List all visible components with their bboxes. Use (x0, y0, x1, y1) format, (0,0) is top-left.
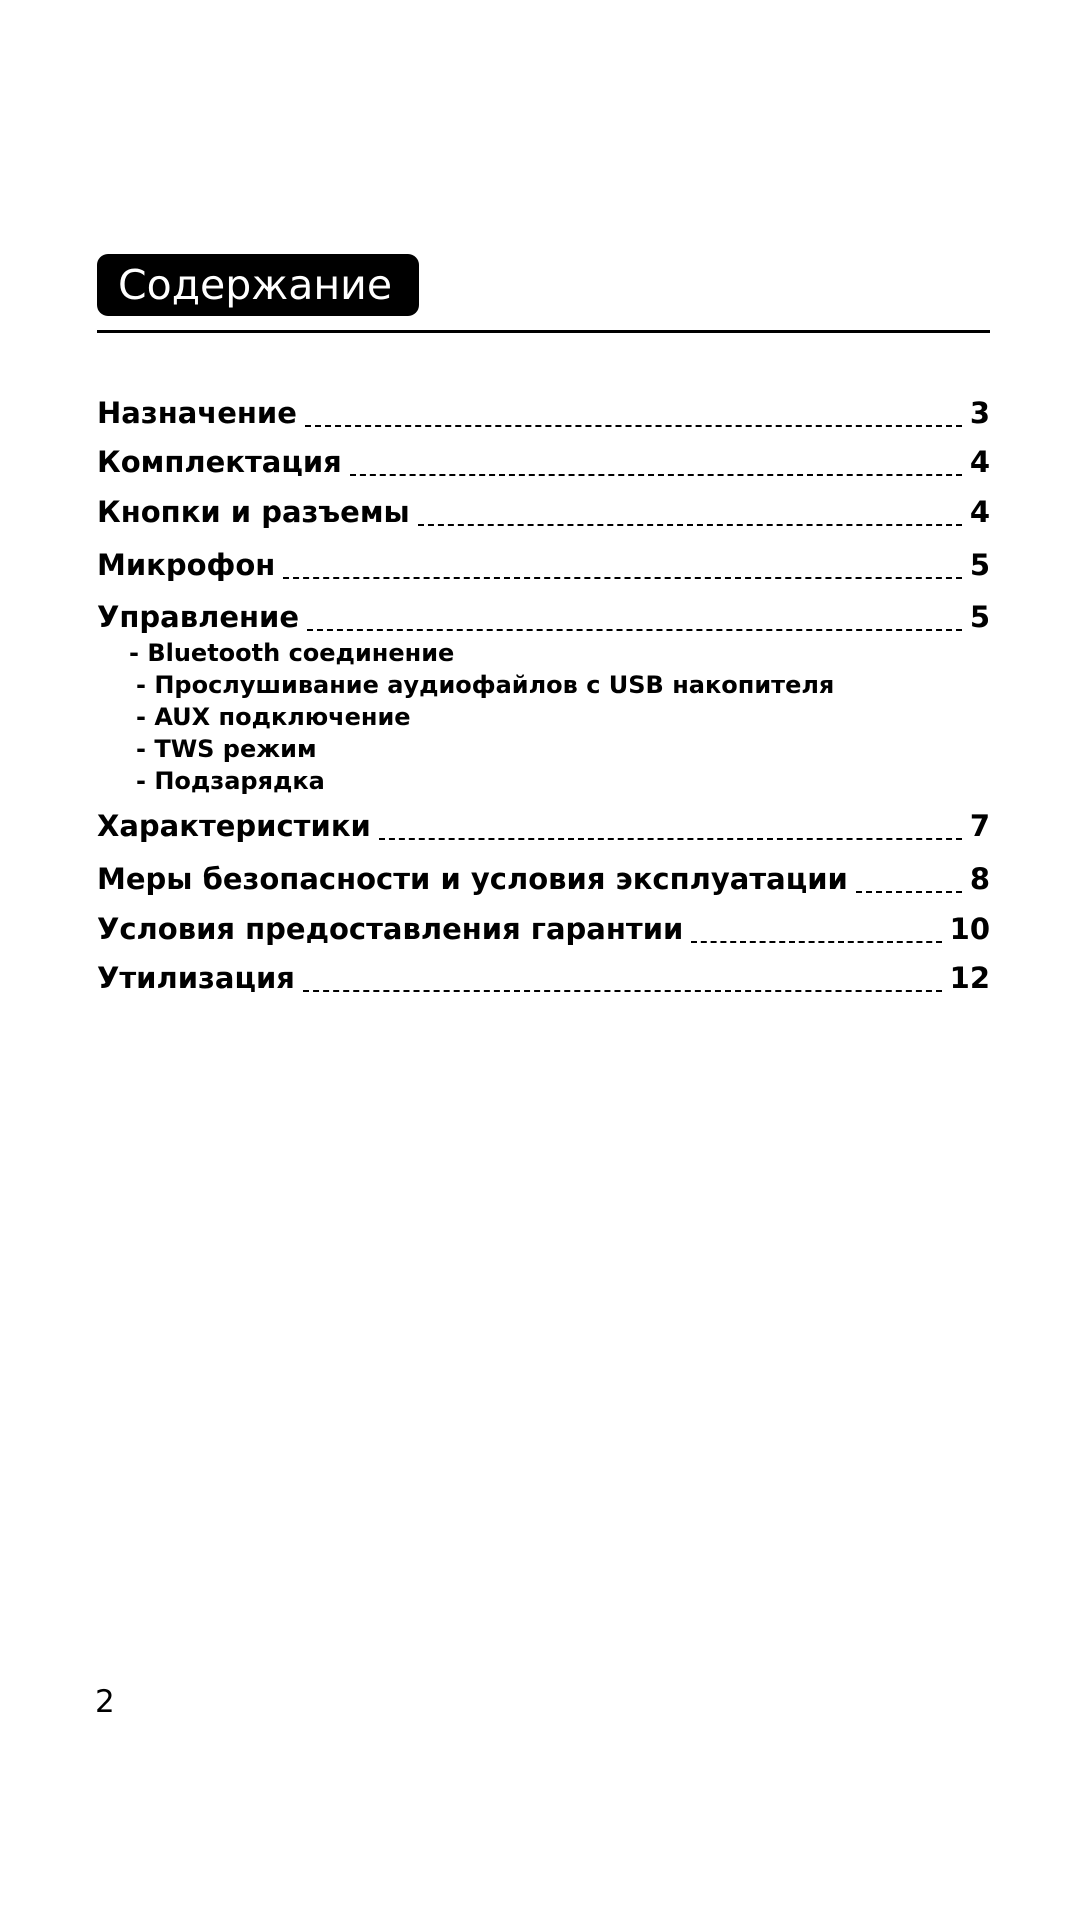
toc-entry-warranty[interactable] (97, 906, 990, 946)
toc-entry-label: Управление (97, 600, 300, 634)
toc-entry-page: 10 (949, 912, 990, 946)
toc-entry-microphone[interactable] (97, 542, 990, 582)
toc-subitem-charging[interactable]: - Подзарядка (136, 767, 325, 795)
toc-leader-dots (418, 524, 962, 526)
toc-entry-label: Кнопки и разъемы (97, 495, 410, 529)
toc-entry-page: 5 (969, 548, 990, 582)
toc-entry-safety[interactable] (97, 856, 990, 896)
toc-entry-specifications[interactable] (97, 803, 990, 843)
page-title: Содержание (118, 261, 393, 309)
toc-subitem-usb-playback[interactable]: - Прослушивание аудиофайлов с USB накопителя (136, 671, 835, 699)
toc-leader-dots (305, 425, 962, 427)
page-title-badge (97, 254, 419, 316)
toc-leader-dots (303, 990, 942, 992)
toc-entry-label: Комплектация (97, 445, 342, 479)
title-divider (97, 330, 990, 333)
page-number: 2 (95, 1684, 115, 1720)
toc-entry-label: Утилизация (97, 961, 295, 995)
toc-leader-dots (856, 891, 962, 893)
toc-leader-dots (379, 838, 962, 840)
toc-leader-dots (307, 629, 962, 631)
toc-leader-dots (283, 577, 962, 579)
toc-entry-page: 8 (969, 862, 990, 896)
toc-subitem-bluetooth[interactable]: - Bluetooth соединение (129, 639, 455, 667)
toc-entry-page: 5 (969, 600, 990, 634)
toc-entry-buttons-connectors[interactable] (97, 489, 990, 529)
toc-entry-page: 7 (969, 809, 990, 843)
toc-entry-package[interactable] (97, 439, 990, 479)
toc-entry-page: 3 (969, 396, 990, 430)
toc-entry-control[interactable] (97, 594, 990, 634)
toc-entry-page: 12 (949, 961, 990, 995)
toc-subitem-aux[interactable]: - AUX подключение (136, 703, 411, 731)
toc-subitem-tws[interactable]: - TWS режим (136, 735, 317, 763)
toc-entry-label: Назначение (97, 396, 297, 430)
toc-entry-page: 4 (969, 445, 990, 479)
toc-entry-label: Микрофон (97, 548, 276, 582)
toc-entry-label: Условия предоставления гарантии (97, 912, 684, 946)
toc-entry-purpose[interactable] (97, 390, 990, 430)
toc-entry-label: Характеристики (97, 809, 371, 843)
toc-entry-label: Меры безопасности и условия эксплуатации (97, 862, 848, 896)
toc-leader-dots (350, 474, 962, 476)
toc-leader-dots (691, 941, 941, 943)
toc-entry-page: 4 (969, 495, 990, 529)
toc-entry-disposal[interactable] (97, 955, 990, 995)
